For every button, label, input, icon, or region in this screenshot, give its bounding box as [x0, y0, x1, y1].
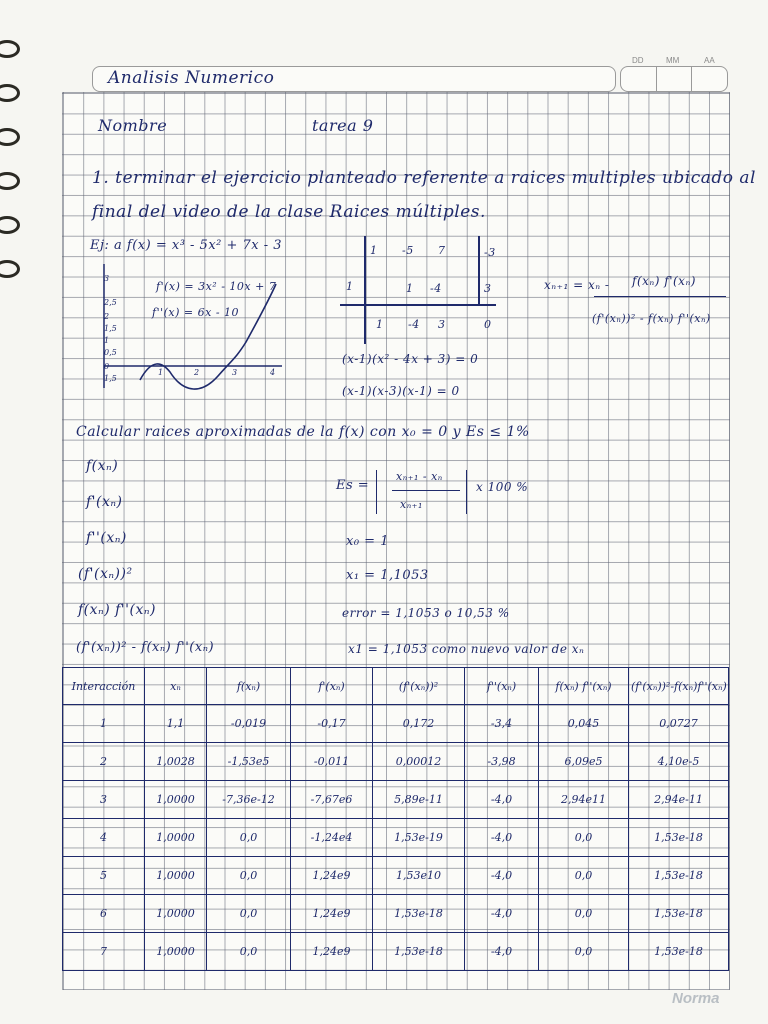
column-header: Interacción	[63, 668, 145, 705]
table-cell: 0,0	[207, 819, 291, 857]
factorization-1: (x-1)(x² - 4x + 3) = 0	[342, 352, 479, 366]
table-cell: 0,172	[373, 705, 465, 743]
table-cell: 1,0028	[145, 743, 207, 781]
error-value: error = 1,1053 o 10,53 %	[342, 606, 510, 620]
y-tick: 2,5	[104, 298, 117, 307]
table-cell: 1,53e-18	[629, 895, 729, 933]
table-cell: 0,045	[539, 705, 629, 743]
table-cell: -1,24e4	[291, 819, 373, 857]
table-cell: 1,0000	[145, 819, 207, 857]
table-row	[63, 895, 729, 933]
second-derivative: f''(x) = 6x - 10	[152, 306, 240, 319]
table-cell: -7,67e6	[291, 781, 373, 819]
table-cell: 1,53e-18	[629, 857, 729, 895]
table-header-row	[63, 668, 729, 705]
table-cell: -4,0	[465, 933, 539, 971]
column-header: (f'(xₙ))²-f(xₙ)f''(xₙ)	[629, 668, 729, 705]
x0-value: x₀ = 1	[346, 534, 389, 549]
divisor: 1	[346, 280, 354, 293]
date-label-month: MM	[666, 56, 680, 65]
table-cell: 1,24e9	[291, 857, 373, 895]
y-tick: 2	[104, 312, 110, 321]
date-label-day: DD	[632, 56, 644, 65]
coef: -3	[484, 246, 496, 259]
table-cell: 2	[63, 743, 145, 781]
table-row	[63, 781, 729, 819]
problem-line-2: final del video de la clase Raices múltiples.	[92, 202, 486, 222]
x-tick: 4	[270, 368, 276, 377]
table-cell: 1,53e10	[373, 857, 465, 895]
table-cell: 2,94e11	[539, 781, 629, 819]
coef: -5	[402, 244, 414, 257]
table-cell: 0,0	[207, 895, 291, 933]
first-derivative: f'(x) = 3x² - 10x + 7	[156, 280, 277, 293]
table-cell: 1,0000	[145, 781, 207, 819]
date-box	[620, 66, 728, 92]
table-cell: -4,0	[465, 819, 539, 857]
iteration-table	[62, 667, 729, 971]
table-cell: 1,53e-18	[629, 819, 729, 857]
table-cell: -0,17	[291, 705, 373, 743]
coef: 0	[484, 318, 492, 331]
es-denominator: xₙ₊₁	[400, 498, 423, 511]
table-cell: 2,94e-11	[629, 781, 729, 819]
column-header: f(xₙ)	[207, 668, 291, 705]
table-cell: -3,98	[465, 743, 539, 781]
table-row	[63, 857, 729, 895]
table-cell: 0,0	[539, 819, 629, 857]
y-tick: 1,5	[104, 324, 117, 333]
formula-denominator: (f'(xₙ))² - f(xₙ) f''(xₙ)	[592, 312, 711, 325]
table-cell: 1,0000	[145, 857, 207, 895]
table-cell: 7	[63, 933, 145, 971]
term-f-prime-squared: (f'(xₙ))²	[78, 566, 133, 582]
table-cell: 5,89e-11	[373, 781, 465, 819]
es-numerator: xₙ₊₁ - xₙ	[396, 470, 443, 483]
term-f-double-prime: f''(xₙ)	[86, 530, 127, 546]
coef: 7	[438, 244, 446, 257]
term-f-times-f2: f(xₙ) f''(xₙ)	[78, 602, 156, 618]
table-cell: 1,53e-18	[373, 895, 465, 933]
term-denominator: (f'(xₙ))² - f(xₙ) f''(xₙ)	[76, 640, 215, 655]
coef: -4	[430, 282, 442, 295]
term-f: f(xₙ)	[86, 458, 119, 474]
es-times: x 100 %	[476, 480, 529, 494]
column-header: xₙ	[145, 668, 207, 705]
coef: 1	[406, 282, 414, 295]
table-cell: 5	[63, 857, 145, 895]
table-cell: 4	[63, 819, 145, 857]
fraction-bar	[594, 296, 726, 297]
table-cell: 1,0000	[145, 895, 207, 933]
table-cell: 1,53e-18	[629, 933, 729, 971]
problem-line-1: 1. terminar el ejercicio planteado referente a raices multiples ubicado al	[92, 168, 756, 188]
table-cell: -4,0	[465, 895, 539, 933]
term-f-prime: f'(xₙ)	[86, 494, 123, 510]
table-row	[63, 705, 729, 743]
table-cell: 0,00012	[373, 743, 465, 781]
table-cell: 1,1	[145, 705, 207, 743]
table-cell: 0,0	[539, 857, 629, 895]
exercise-function: Ej: a f(x) = x³ - 5x² + 7x - 3	[90, 238, 283, 253]
abs-bar-right	[466, 470, 467, 514]
table-cell: -4,0	[465, 857, 539, 895]
es-fraction-bar	[392, 490, 460, 491]
es-label: Es =	[336, 478, 370, 493]
calc-intro: Calcular raices aproximadas de la f(x) con x₀ = 0 y Es ≤ 1%	[76, 424, 530, 440]
table-cell: 6,09e5	[539, 743, 629, 781]
abs-bar-left	[376, 470, 377, 514]
formula-lhs: xₙ₊₁ = xₙ -	[544, 278, 610, 292]
coef: 1	[376, 318, 384, 331]
table-cell: -4,0	[465, 781, 539, 819]
factorization-2: (x-1)(x-3)(x-1) = 0	[342, 384, 460, 398]
table-cell: 1,53e-19	[373, 819, 465, 857]
y-tick: 3	[104, 274, 110, 283]
subject-title: Analisis Numerico	[108, 68, 275, 88]
x1-value: x₁ = 1,1053	[346, 568, 429, 583]
coef: 1	[370, 244, 378, 257]
table-cell: 1,24e9	[291, 933, 373, 971]
table-cell: -7,36e-12	[207, 781, 291, 819]
x-tick: 3	[232, 368, 238, 377]
table-cell: 4,10e-5	[629, 743, 729, 781]
formula-numerator: f(xₙ) f'(xₙ)	[632, 274, 696, 288]
x1-new-value: x1 = 1,1053 como nuevo valor de xₙ	[348, 642, 585, 656]
table-cell: 1,24e9	[291, 895, 373, 933]
date-label-year: AA	[704, 56, 715, 65]
table-cell: -1,53e5	[207, 743, 291, 781]
table-cell: 0,0	[539, 933, 629, 971]
table-cell: 0,0	[207, 857, 291, 895]
y-tick: 0,5	[104, 348, 117, 357]
coef: 3	[438, 318, 446, 331]
assignment-label: tarea 9	[312, 116, 374, 135]
table-row	[63, 933, 729, 971]
column-header: (f'(xₙ))²	[373, 668, 465, 705]
table-cell: -3,4	[465, 705, 539, 743]
y-tick: 1,5	[104, 374, 117, 383]
table-cell: 6	[63, 895, 145, 933]
table-cell: 1,53e-18	[373, 933, 465, 971]
column-header: f'(xₙ)	[291, 668, 373, 705]
column-header: f(xₙ) f''(xₙ)	[539, 668, 629, 705]
name-label: Nombre	[98, 116, 168, 135]
table-cell: 0,0727	[629, 705, 729, 743]
table-cell: -0,019	[207, 705, 291, 743]
x-tick: 1	[158, 368, 164, 377]
coef: -4	[408, 318, 420, 331]
norma-logo: Norma	[672, 990, 720, 1007]
table-row	[63, 743, 729, 781]
table-cell: 1,0000	[145, 933, 207, 971]
table-cell: -0,011	[291, 743, 373, 781]
coef: 3	[484, 282, 492, 295]
y-tick: 0	[104, 362, 110, 371]
table-cell: 3	[63, 781, 145, 819]
x-tick: 2	[194, 368, 200, 377]
table-cell: 0,0	[207, 933, 291, 971]
column-header: f''(xₙ)	[465, 668, 539, 705]
y-tick: 1	[104, 336, 110, 345]
table-row	[63, 819, 729, 857]
table-cell: 1	[63, 705, 145, 743]
function-sketch	[100, 262, 286, 392]
table-cell: 0,0	[539, 895, 629, 933]
